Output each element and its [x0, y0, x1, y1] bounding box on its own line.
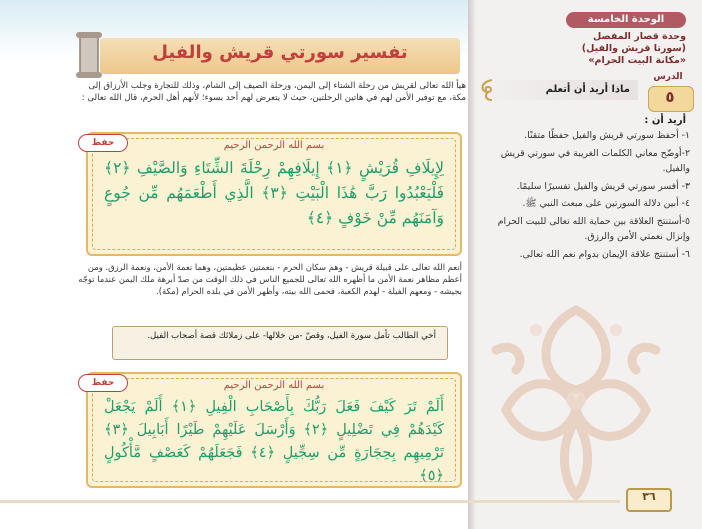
- explanation-paragraph: أنعم الله تعالى على قبيلة قريش - وهم سكان الحرم - بنعمتين عظيمتين، وهما نعمة الأمن، ونعمة الرزق. ومن أعظم مظاهر نعمة الأمن ما أظهره الله تعالى للجميع الناس في ذلك الوقت من صدّ أبرهة ملك اليمن عندما توجّه بجيشه - ومعهم الفيلة - لهدم الكعبة، فحمى الله بيته، وأظهر الأمن في بلده الحرام (مكة).: [78, 262, 462, 296]
- unit-subtitle-line: وحدة قصار المفصل: [593, 31, 686, 42]
- floral-ornament-icon: [476, 290, 676, 500]
- objective-item: ٤- أبين دلالة السورتين على مبعث النبي ﷺ.: [522, 198, 690, 209]
- scroll-icon: [72, 30, 106, 80]
- unit-badge: الوحدة الخامسة: [566, 12, 686, 28]
- want-title: أريد أن :: [644, 115, 686, 126]
- page-number: ٣٦: [642, 490, 656, 503]
- objective-item: ٥-أستنتج العلاقة بين حماية الله تعالى للبيت الحرام وإنزال نعمتي الأمن والرزق.: [497, 215, 690, 242]
- learn-title: ماذا أريد أن أتعلم: [545, 84, 630, 95]
- sidebar-shade: [468, 0, 476, 529]
- lesson-number: ٥: [665, 88, 675, 106]
- objective-item: ٦- أستنتج علاقة الإيمان بدوام نعم الله تعالى.: [519, 248, 690, 260]
- objectives-list: [486, 128, 690, 264]
- page-title: تفسير سورتي قريش والفيل: [152, 42, 408, 63]
- quraish-verses: لِإِيلَافِ قُرَيْشٍ ﴿١﴾ إِيلَافِهِمْ رِحْلَةَ الشِّتَاءِ وَالصَّيْفِ ﴿٢﴾ فَلْيَعْبُدُوا رَبَّ هَٰذَا الْبَيْتِ ﴿٣﴾ الَّذِي أَطْعَمَهُم مِّن جُوعٍ وَآمَنَهُم مِّنْ خَوْفٍ ﴿٤﴾: [104, 159, 444, 227]
- hifz-badge: حفظ: [78, 134, 128, 152]
- quraish-verse-box: [86, 132, 462, 256]
- objective-item: ١- أحفظ سورتي قريش والفيل حفظًا متقنًا.: [524, 130, 690, 141]
- hifz-badge: حفظ: [78, 374, 128, 392]
- feel-verse-box: [86, 372, 462, 488]
- objective-item: ٣- أفسر سورتي قريش والفيل تفسيرًا سليمًا.: [516, 180, 690, 192]
- basmala: بسم الله الرحمن الرحيم: [223, 140, 325, 151]
- objective-item: ٢-أوضّح معاني الكلمات الغريبة في سورتي قريش والفيل.: [500, 147, 690, 174]
- unit-subtitle: [490, 31, 686, 67]
- activity-note-text: أخي الطالب تأمل سورة الفيل، وقصّ -من خلالها- على زملائك قصة أصحاب الفيل.: [147, 331, 436, 341]
- basmala: بسم الله الرحمن الرحيم: [223, 380, 325, 391]
- bottom-rule: [0, 500, 620, 503]
- feel-verses: أَلَمْ تَرَ كَيْفَ فَعَلَ رَبُّكَ بِأَصْحَابِ الْفِيلِ ﴿١﴾ أَلَمْ يَجْعَلْ كَيْدَهُمْ فِي تَضْلِيلٍ ﴿٢﴾ وَأَرْسَلَ عَلَيْهِمْ طَيْرًا أَبَابِيلَ ﴿٣﴾ تَرْمِيهِم بِحِجَارَةٍ مِّن سِجِّيلٍ ﴿٤﴾ فَجَعَلَهُمْ كَعَصْفٍ مَّأْكُولٍ ﴿٥﴾: [104, 399, 445, 484]
- unit-subtitle-line: (سورتا قريش والفيل): [581, 43, 686, 54]
- intro-paragraph: هيأ الله تعالى لقريش من رحلة الشتاء إلى اليمن، ورحلة الصيف إلى الشام، وذلك للتجارة وجلب الأرزاق إلى مكة، مع توفير الأمن لهم في هاتين الرحلتين، حيث لا يتعرض لهم أحد بسوء؛ لأنهم أهل الحرم، قال الله تعالى :: [81, 81, 466, 103]
- unit-subtitle-line: «مكانة البيت الحرام»: [588, 55, 686, 66]
- lesson-label: الدرس: [653, 72, 683, 82]
